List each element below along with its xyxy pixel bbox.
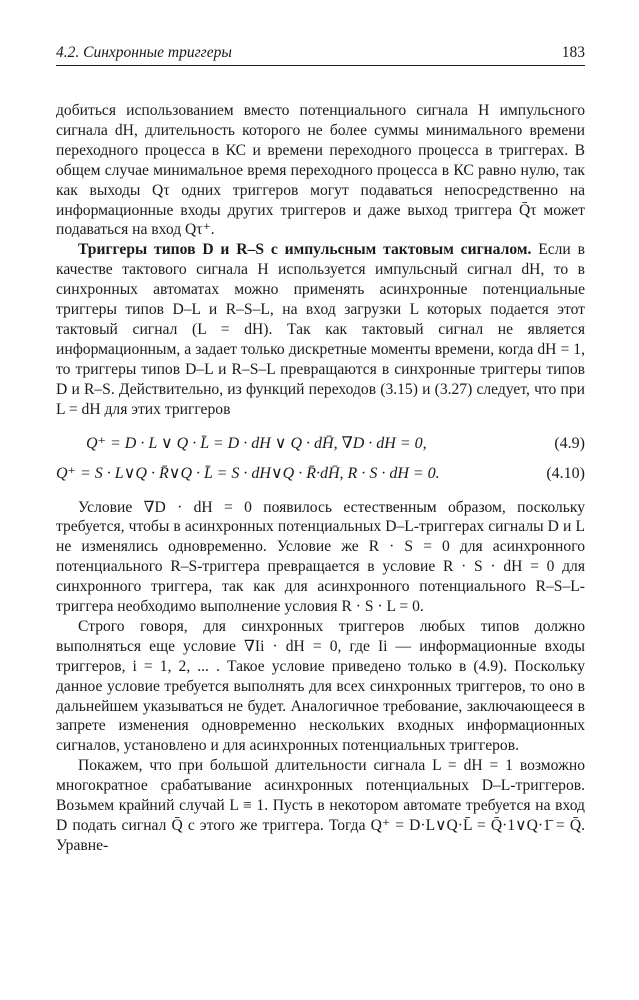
paragraph-4: Строго говоря, для синхронных триггеров любых типов должно выполняться еще условие ∇Ii · dH = 0, где Ii — информационные входы триггеров, i = 1, 2, ... . Такое условие приведено только в (4.9). Поскольку данное условие требуется выполнять для всех синхронных триггеров, то оно в дальнейшем указываться не будет. Аналогичное требование, заключающееся в запрете изменения одновременно нескольких входных информационных сигналов, установлено и для асинхронных потенциальных триггеров. xyxy=(56,617,585,755)
equation-4-10 xyxy=(56,464,585,484)
running-head xyxy=(56,44,585,66)
paragraph-2-heading: Триггеры типов D и R–S с импульсным тактовым сигналом. xyxy=(78,241,532,259)
paragraph-5: Покажем, что при большой длительности сигнала L = dH = 1 возможно многократное срабатывание асинхронных потенциальных D–L-триггеров. Возьмем крайний случай L ≡ 1. Пусть в некотором автомате требуется на вход D подать сигнал Q̄ с этого же триггера. Тогда Q⁺ = D·L∨Q·L̄ = Q̄·1∨Q·1̄ = Q̄. Уравне- xyxy=(56,757,585,854)
equation-4-9 xyxy=(56,434,585,454)
paragraph-1: добиться использованием вместо потенциального сигнала H импульсного сигнала dH, длительность которого не более суммы минимального времени переходного процесса в КС и времени переходного процесса в триггерах. В общем случае минимальное время переходного процесса в КС равно нулю, так как выходы Qτ одних триггеров могут подаваться непосредственно на информационные входы других триггеров и даже выход триггера Q̄τ может подаваться на вход Qτ⁺. xyxy=(56,102,585,239)
section-title: 4.2. Синхронные триггеры xyxy=(56,44,232,61)
equation-4-10-body: Q⁺ = S · L∨Q · R̄∨Q · L̄ = S · dH∨Q · R̄·dH̄, R · S · dH = 0. xyxy=(56,464,440,482)
paragraph-3: Условие ∇D · dH = 0 появилось естественным образом, поскольку требуется, чтобы в асинхронных потенциальных D–L-триггерах сигналы D и L не изменялись одновременно. Условие же R · S = 0 для асинхронного потенциального R–S-триггера превращается в условие R · S · dH = 0 для синхронного триггера, так как для асинхронного потенциального R–S–L-триггера необходимо выполнение условия R · S · L = 0. xyxy=(56,498,585,616)
equation-4-9-number: (4.9) xyxy=(554,434,585,452)
page-number: 183 xyxy=(561,44,585,61)
equation-4-10-number: (4.10) xyxy=(546,464,585,482)
equation-4-9-body: Q⁺ = D · L ∨ Q · L̄ = D · dH ∨ Q · dH̄, ∇D · dH = 0, xyxy=(86,434,427,452)
paragraph-2-text: Если в качестве тактового сигнала H используется импульсный сигнал dH, то в синхронных автоматах можно применять асинхронные потенциальные триггеры типов D–L и R–S–L, на вход загрузки L которых подается этот тактовый сигнал (L = dH). Так как тактовый сигнал не является информационным, а задает только дискретные моменты времени, когда dH = 1, то триггеры типов D–L и R–S–L превращаются в синхронные триггеры типов D и R–S. Действительно, из функций переходов (3.15) и (3.27) следует, что при L = dH для этих триггеров xyxy=(56,241,585,418)
paragraph-2 xyxy=(56,240,585,419)
page-body xyxy=(56,101,585,856)
